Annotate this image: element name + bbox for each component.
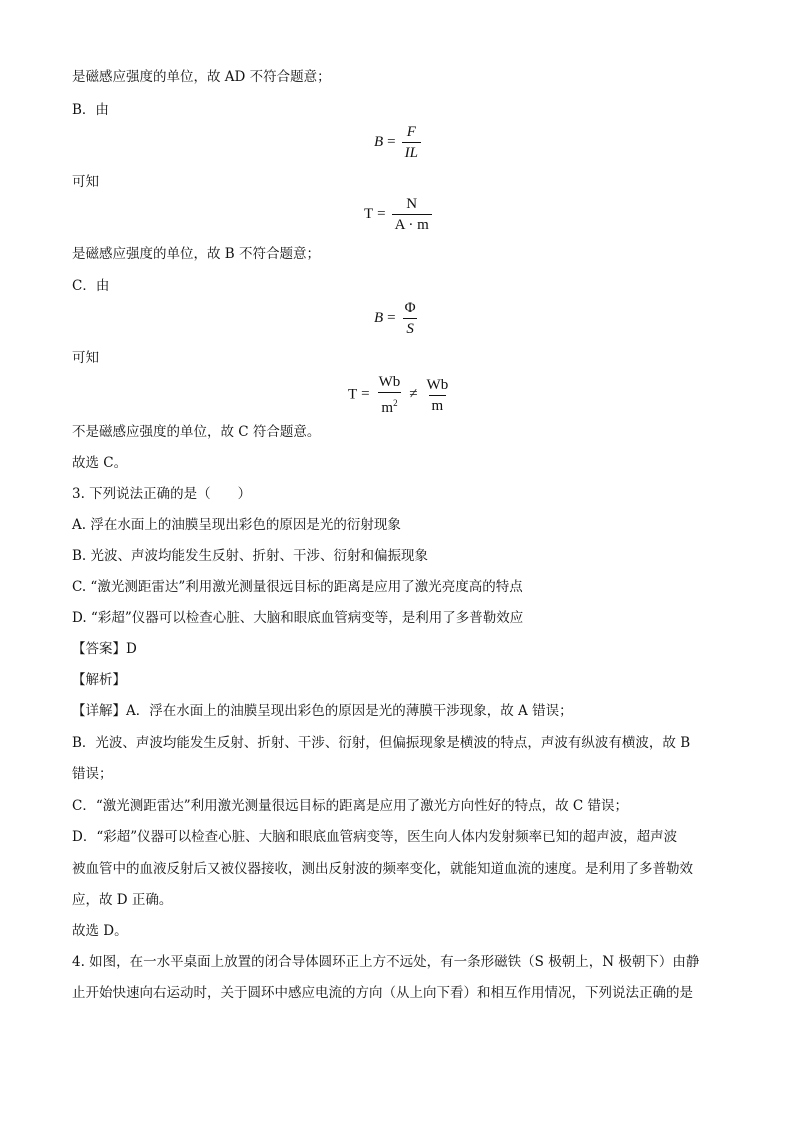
question-3: 3. 下列说法正确的是（ ） [72, 486, 252, 502]
formula-b-phi-s: B = $\frac{\Phi}{S}$ [374, 300, 416, 337]
answer-line [72, 640, 137, 658]
q3-option-d: D. “彩超”仪器可以检查心脏、大脑和眼底血管病变等，是利用了多普勒效应 [72, 610, 524, 626]
analysis-tag: 【解析】 [72, 672, 126, 688]
detail-line-2: B．光波、声波均能发生反射、折射、干涉、衍射，但偏振现象是横波的特点，声波有纵波有横波，故 B [72, 735, 691, 751]
line-option-b: B．由 [72, 102, 109, 118]
q3-option-c: C. “激光测距雷达”利用激光测量很远目标的距离是应用了激光亮度高的特点 [72, 579, 523, 595]
detail-line-6: 被血管中的血液反射后又被仪器接收，测出反射波的频率变化，就能知道血流的速度。是利用了多普勒效 [72, 861, 693, 877]
line-kezhi-1: 可知 [72, 174, 99, 190]
q3-option-a: A. 浮在水面上的油膜呈现出彩色的原因是光的衍射现象 [72, 517, 401, 533]
line-3: 不是磁感应强度的单位，故 C 符合题意。 [72, 424, 321, 440]
line-1: 是磁感应强度的单位，故 AD 不符合题意； [72, 69, 331, 85]
answer-tag: 【答案】 [72, 641, 126, 657]
detail-line-4: C．“激光测距雷达”利用激光测量很远目标的距离是应用了激光方向性好的特点，故 C 错误； [72, 798, 629, 814]
detail-line-5: D．“彩超”仪器可以检查心脏、大脑和眼底血管病变等，医生向人体内发射频率已知的超声波，超声波 [72, 829, 678, 845]
detail-line-1: 【详解】A．浮在水面上的油膜呈现出彩色的原因是光的薄膜干涉现象，故 A 错误； [72, 703, 573, 719]
formula-t-n-am: T = $\frac{N}{A \cdot m}$ [364, 196, 434, 233]
question-4-line-2: 止开始快速向右运动时，关于圆环中感应电流的方向（从上向下看）和相互作用情况，下列说法正确的是 [72, 985, 693, 1001]
detail-line-8: 故选 D。 [72, 923, 128, 939]
detail-line-7: 应，故 D 正确。 [72, 892, 173, 908]
line-kezhi-2: 可知 [72, 350, 99, 366]
question-4-line-1: 4. 如图，在一水平桌面上放置的闭合导体圆环正上方不远处，有一条形磁铁（S 极朝上，N 极朝下）由静 [72, 954, 700, 970]
detail-tag: 【详解】 [72, 703, 126, 719]
line-option-c: C．由 [72, 278, 110, 294]
answer-value: D [126, 641, 137, 657]
formula-b-f-il: B = $\frac{F}{IL}$ [374, 124, 423, 161]
q3-option-b: B. 光波、声波均能发生反射、折射、干涉、衍射和偏振现象 [72, 548, 429, 564]
line-select-c: 故选 C。 [72, 455, 128, 471]
detail-line-3: 错误； [72, 766, 113, 782]
line-2: 是磁感应强度的单位，故 B 不符合题意； [72, 246, 321, 262]
formula-t-wb: T = $\frac{Wb}{m^2}$ ≠ $\frac{Wb}{m}$ [348, 374, 449, 416]
